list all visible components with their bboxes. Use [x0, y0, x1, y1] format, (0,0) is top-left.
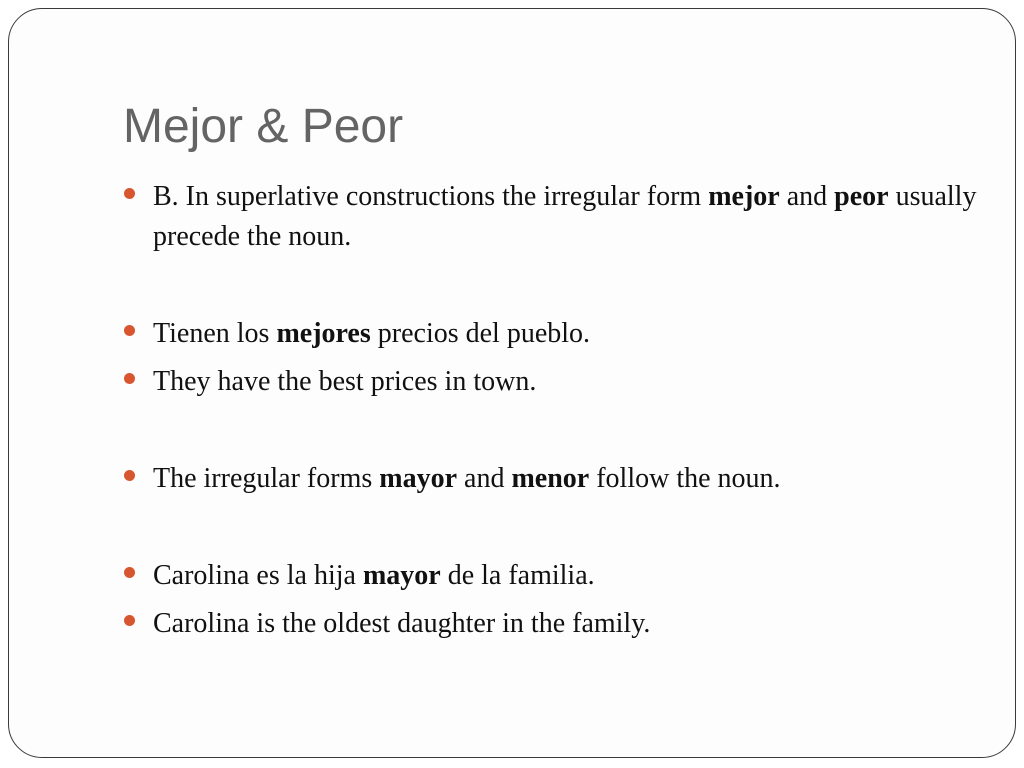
text-run: usually precede the noun. [153, 181, 977, 252]
bullet-dot-icon [124, 567, 135, 578]
bold-term-menor: menor [511, 463, 590, 494]
text-run: and [457, 463, 512, 494]
text-run: de la familia. [440, 560, 595, 591]
text-run: The irregular forms [153, 463, 380, 494]
text-run: B. In superlative constructions the irregular form [153, 181, 709, 212]
bullet-item-example-english [153, 362, 983, 402]
bullet-item-superlative-rule [153, 177, 983, 257]
text-run: Carolina es la hija [153, 560, 363, 591]
text-run: precios del pueblo. [370, 318, 591, 349]
bullet-dot-icon [124, 325, 135, 336]
bold-term-mayor: mayor [362, 560, 441, 591]
bullet-dot-icon [124, 470, 135, 481]
text-run: Carolina is the oldest daughter in the family. [153, 608, 651, 639]
text-run: follow the noun. [589, 463, 781, 494]
slide-title: Mejor & Peor [123, 100, 404, 153]
bold-term-mejores: mejores [276, 318, 371, 349]
text-run: They have the best prices in town. [153, 366, 537, 397]
bold-term-mayor: mayor [379, 463, 458, 494]
bullet-list [153, 177, 983, 644]
bullet-text [153, 366, 536, 397]
text-run: and [779, 181, 835, 212]
bullet-item-mayor-menor-rule [153, 459, 983, 499]
bullet-text [153, 463, 781, 494]
bullet-dot-icon [124, 188, 135, 199]
bullet-text [153, 181, 976, 252]
bullet-item-example-spanish [153, 314, 983, 354]
bullet-text [153, 608, 650, 639]
bullet-item-example-spanish-2 [153, 556, 983, 596]
bold-term-mejor: mejor [708, 181, 780, 212]
bullet-item-example-english-2 [153, 604, 983, 644]
bullet-text [153, 318, 590, 349]
bullet-dot-icon [124, 615, 135, 626]
bold-term-peor: peor [834, 181, 889, 212]
slide [8, 8, 1016, 758]
text-run: Tienen los [153, 318, 277, 349]
bullet-text [153, 560, 595, 591]
bullet-dot-icon [124, 373, 135, 384]
